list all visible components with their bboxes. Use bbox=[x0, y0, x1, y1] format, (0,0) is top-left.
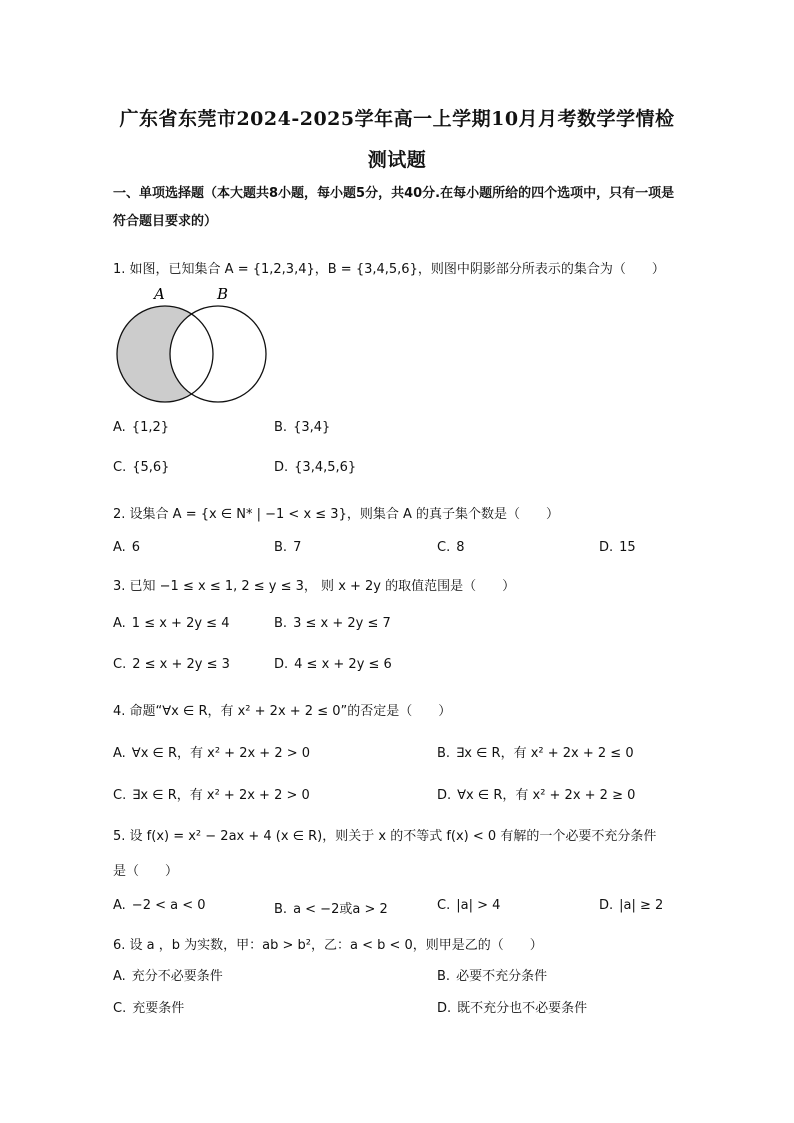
q5-option-b: B. a < −2或a > 2 bbox=[274, 902, 388, 917]
question-6: 6. 设 a ，b 为实数，甲：ab > b²，乙：a < b < 0，则甲是乙的（ ） bbox=[113, 938, 543, 953]
q5-option-c: C. |a| > 4 bbox=[437, 898, 501, 913]
q4-option-c: C. ∃x ∈ R，有 x² + 2x + 2 > 0 bbox=[113, 788, 310, 803]
q1-option-b: B. {3,4} bbox=[274, 420, 331, 435]
question-1: 1. 如图，已知集合 A = {1,2,3,4}，B = {3,4,5,6}，则图中阴影部分所表示的集合为（ ） bbox=[113, 262, 665, 277]
question-3: 3. 已知 −1 ≤ x ≤ 1, 2 ≤ y ≤ 3， 则 x + 2y 的取值范围是（ ） bbox=[113, 579, 516, 594]
exam-title-line2: 测试题 bbox=[367, 149, 427, 171]
venn-label-b: B bbox=[217, 285, 229, 303]
q5-option-a: A. −2 < a < 0 bbox=[113, 898, 206, 913]
q6-option-a: A. 充分不必要条件 bbox=[113, 969, 223, 984]
question-2: 2. 设集合 A = {x ∈ N* | −1 < x ≤ 3}，则集合 A 的真子集个数是（ ） bbox=[113, 507, 560, 522]
section-heading: 一、单项选择题（本大题共8小题，每小题5分，共40分.在每小题所给的四个选项中，只有一项是符合题目要求的） bbox=[113, 186, 675, 229]
q5-option-d: D. |a| ≥ 2 bbox=[599, 898, 664, 913]
q2-option-d: D. 15 bbox=[599, 540, 636, 555]
venn-diagram bbox=[110, 282, 280, 407]
q2-option-b: B. 7 bbox=[274, 540, 302, 555]
q1-option-d: D. {3,4,5,6} bbox=[274, 460, 357, 475]
q3-option-a: A. 1 ≤ x + 2y ≤ 4 bbox=[113, 616, 230, 631]
question-4: 4. 命题“∀x ∈ R，有 x² + 2x + 2 ≤ 0”的否定是（ ） bbox=[113, 704, 452, 719]
q3-option-b: B. 3 ≤ x + 2y ≤ 7 bbox=[274, 616, 391, 631]
q6-option-c: C. 充要条件 bbox=[113, 1001, 185, 1016]
q3-option-d: D. 4 ≤ x + 2y ≤ 6 bbox=[274, 657, 392, 672]
q3-option-c: C. 2 ≤ x + 2y ≤ 3 bbox=[113, 657, 230, 672]
exam-title-line1: 广东省东莞市2024-2025学年高一上学期10月月考数学学情检 bbox=[119, 108, 675, 130]
q1-option-a: A. {1,2} bbox=[113, 420, 170, 435]
q2-option-c: C. 8 bbox=[437, 540, 465, 555]
q4-option-b: B. ∃x ∈ R，有 x² + 2x + 2 ≤ 0 bbox=[437, 746, 634, 761]
q4-option-d: D. ∀x ∈ R，有 x² + 2x + 2 ≥ 0 bbox=[437, 788, 636, 803]
venn-label-a: A bbox=[154, 285, 165, 303]
q6-option-b: B. 必要不充分条件 bbox=[437, 969, 548, 984]
q6-option-d: D. 既不充分也不必要条件 bbox=[437, 1001, 588, 1016]
q1-option-c: C. {5,6} bbox=[113, 460, 170, 475]
q2-option-a: A. 6 bbox=[113, 540, 141, 555]
question-5-line2: 是（ ） bbox=[113, 864, 179, 879]
q4-option-a: A. ∀x ∈ R，有 x² + 2x + 2 > 0 bbox=[113, 746, 311, 761]
question-5-line1: 5. 设 f(x) = x² − 2ax + 4 (x ∈ R)，则关于 x 的不等式 f(x) < 0 有解的一个必要不充分条件 bbox=[113, 829, 657, 844]
